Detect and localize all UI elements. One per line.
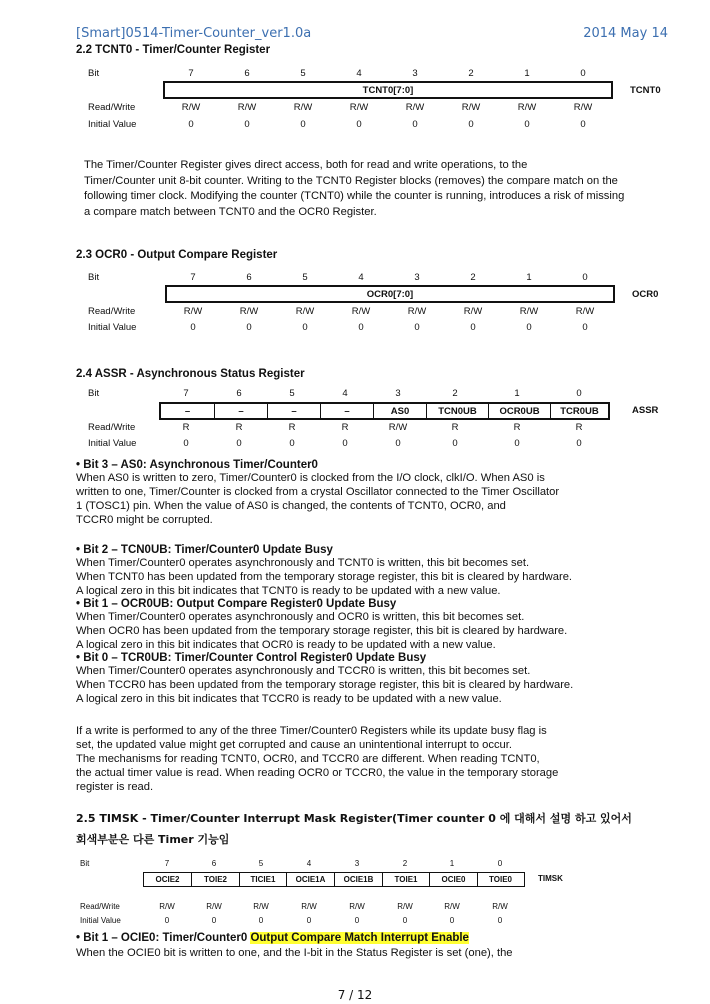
rw-cell: R/W: [517, 102, 537, 113]
bit-label: Bit: [80, 859, 90, 868]
rw-cell: R: [341, 422, 349, 433]
init-cell: 0: [354, 916, 360, 925]
bit-number: 1: [449, 859, 455, 868]
tcnt0-register-name: TCNT0: [630, 85, 661, 96]
document-date: 2014 May 14: [583, 26, 668, 41]
init-cell: 0: [470, 322, 476, 333]
init-cell: 0: [164, 916, 170, 925]
init-cell: 0: [524, 119, 530, 130]
init-cell: 0: [580, 119, 586, 130]
bit2-line: When Timer/Counter0 operates asynchronously and TCNT0 is written, this bit becomes set.: [76, 557, 530, 569]
initial-value-label: Initial Value: [88, 438, 137, 449]
bit-number: 3: [395, 388, 401, 399]
rw-cell: R/W: [573, 102, 593, 113]
init-cell: 0: [414, 322, 420, 333]
init-cell: 0: [395, 438, 401, 449]
rw-cell: R/W: [388, 422, 408, 433]
timsk-heading: 2.5 TIMSK - Timer/Counter Interrupt Mask Register(Timer counter 0 에 대해서 설명 하고 있어서: [76, 812, 632, 825]
init-cell: 0: [412, 119, 418, 130]
bit-number: 4: [356, 68, 362, 79]
rw-cell: R: [451, 422, 459, 433]
rw-cell: R/W: [237, 102, 257, 113]
rw-cell: R/W: [405, 102, 425, 113]
bit-number: 6: [244, 68, 250, 79]
bit-number: 2: [470, 272, 476, 283]
bit0-title: • Bit 0 – TCR0UB: Timer/Counter Control Register0 Update Busy: [76, 652, 427, 664]
bit3-section: [76, 459, 559, 527]
timsk-register-box: [143, 872, 525, 887]
init-cell: 0: [246, 322, 252, 333]
bit-number: 3: [354, 859, 360, 868]
bit-number: 1: [514, 388, 520, 399]
toie2-field: TOIE2: [191, 873, 239, 886]
init-cell: 0: [497, 916, 503, 925]
bit2-title: • Bit 2 – TCN0UB: Timer/Counter0 Update Busy: [76, 544, 333, 556]
bit3-line: TCCR0 might be corrupted.: [76, 514, 213, 526]
reserved-field: –: [214, 404, 267, 418]
init-cell: 0: [514, 438, 520, 449]
tcn0ub-field: TCN0UB: [426, 404, 488, 418]
init-cell: 0: [402, 916, 408, 925]
rw-cell: R/W: [206, 902, 222, 911]
assr-heading: 2.4 ASSR - Asynchronous Status Register: [76, 368, 305, 380]
bit-number: 4: [306, 859, 312, 868]
bit3-line: written to one, Timer/Counter is clocked from a crystal Oscillator connected to the Timer Oscillator: [76, 486, 560, 498]
rw-cell: R/W: [492, 902, 508, 911]
init-cell: 0: [236, 438, 242, 449]
document-title: [Smart]0514-Timer-Counter_ver1.0a: [76, 26, 312, 41]
bit-number: 0: [497, 859, 503, 868]
initial-value-label: Initial Value: [88, 119, 137, 130]
ocie0-title-text: • Bit 1 – OCIE0: Timer/Counter0: [76, 932, 251, 944]
ocr0-register-name: OCR0: [632, 289, 659, 300]
rw-cell: R/W: [293, 102, 313, 113]
bit-number: 5: [300, 68, 306, 79]
initial-value-label: Initial Value: [88, 322, 137, 333]
rw-cell: R/W: [295, 306, 315, 317]
bit-number: 5: [289, 388, 295, 399]
reserved-field: –: [267, 404, 320, 418]
rw-cell: R: [575, 422, 583, 433]
init-cell: 0: [183, 438, 189, 449]
note-line: The mechanisms for reading TCNT0, OCR0, and TCCR0 are different. When reading TCNT0,: [76, 753, 540, 765]
rw-cell: R: [235, 422, 243, 433]
rw-cell: R/W: [349, 902, 365, 911]
paragraph-line: The Timer/Counter Register gives direct access, both for read and write operations, to the: [84, 159, 528, 171]
bit1-title: • Bit 1 – OCR0UB: Output Compare Register0 Update Busy: [76, 598, 397, 610]
ocr0-register-box: [165, 285, 615, 303]
toie1-field: TOIE1: [382, 873, 429, 886]
paragraph-line: a compare match between TCNT0 and the OCR0 Register.: [84, 205, 377, 218]
bit3-line: When AS0 is written to zero, Timer/Counter0 is clocked from the I/O clock, clkI/O. When AS0 is: [76, 472, 545, 484]
toie0-field: TOIE0: [477, 873, 523, 886]
rw-cell: R: [513, 422, 521, 433]
paragraph-line: following timer clock. Modifying the counter (TCNT0) while the counter is running, introduces a risk of missing: [84, 190, 625, 203]
bit-number: 4: [358, 272, 364, 283]
note-line: set, the updated value might get corrupted and cause an unintentional interrupt to occur.: [76, 739, 512, 751]
ocr0-heading: 2.3 OCR0 - Output Compare Register: [76, 249, 278, 261]
bit-number: 6: [236, 388, 242, 399]
rw-cell: R: [288, 422, 296, 433]
bit0-line: When TCCR0 has been updated from the temporary storage register, this bit is cleared by hardware.: [76, 679, 574, 691]
note-line: If a write is performed to any of the three Timer/Counter0 Registers while its update busy flag is: [76, 725, 547, 737]
bit1-line: When Timer/Counter0 operates asynchronously and OCR0 is written, this bit becomes set.: [76, 611, 525, 623]
bit3-title: • Bit 3 – AS0: Asynchronous Timer/Counter0: [76, 459, 318, 471]
read-write-label: Read/Write: [88, 422, 136, 433]
bit0-line: A logical zero in this bit indicates that TCCR0 is ready to be updated with a new value.: [76, 693, 502, 705]
read-write-label: Read/Write: [88, 102, 136, 113]
bit-number: 6: [246, 272, 252, 283]
rw-cell: R/W: [407, 306, 427, 317]
page-number: 7 / 12: [337, 988, 373, 1002]
highlighted-text: Output Compare Match Interrupt Enable: [250, 932, 469, 944]
bit-number: 0: [580, 68, 586, 79]
bit2-line: When TCNT0 has been updated from the temporary storage register, this bit is cleared by hardware.: [76, 571, 573, 583]
reserved-field: –: [320, 404, 373, 418]
bit-number: 5: [302, 272, 308, 283]
init-cell: 0: [300, 119, 306, 130]
init-cell: 0: [302, 322, 308, 333]
bit2-line: A logical zero in this bit indicates that TCNT0 is ready to be updated with a new value.: [76, 585, 501, 597]
rw-cell: R: [182, 422, 190, 433]
bit3-line: 1 (TOSC1) pin. When the value of AS0 is changed, the contents of TCNT0, OCR0, and: [76, 500, 506, 512]
init-cell: 0: [258, 916, 264, 925]
init-cell: 0: [358, 322, 364, 333]
init-cell: 0: [449, 916, 455, 925]
rw-cell: R/W: [575, 306, 595, 317]
rw-cell: R/W: [349, 102, 369, 113]
init-cell: 0: [342, 438, 348, 449]
bit1-line: A logical zero in this bit indicates that OCR0 is ready to be updated with a new value.: [76, 639, 496, 651]
rw-cell: R/W: [444, 902, 460, 911]
rw-cell: R/W: [183, 306, 203, 317]
reserved-field: –: [184, 405, 191, 417]
rw-cell: R/W: [351, 306, 371, 317]
init-cell: 0: [211, 916, 217, 925]
init-cell: 0: [244, 119, 250, 130]
init-cell: 0: [188, 119, 194, 130]
note-line: the actual timer value is read. When reading OCR0 or TCCR0, the value in the temporary storage: [76, 767, 559, 779]
bit-number: 3: [412, 68, 418, 79]
bit-number: 2: [452, 388, 458, 399]
tcnt0-field: TCNT0[7:0]: [362, 84, 414, 96]
bit1-line: When OCR0 has been updated from the temporary storage register, this bit is cleared by hardware.: [76, 625, 568, 637]
timsk-register-name: TIMSK: [538, 874, 563, 883]
read-write-label: Read/Write: [80, 902, 120, 911]
rw-cell: R/W: [253, 902, 269, 911]
ocie2-field: OCIE2: [155, 875, 180, 884]
bit-number: 0: [576, 388, 582, 399]
bit-label: Bit: [88, 388, 100, 399]
bit-number: 7: [190, 272, 196, 283]
ocie0-field: OCIE0: [429, 873, 477, 886]
tcnt0-heading: 2.2 TCNT0 - Timer/Counter Register: [76, 44, 271, 56]
rw-cell: R/W: [239, 306, 259, 317]
init-cell: 0: [306, 916, 312, 925]
init-cell: 0: [582, 322, 588, 333]
ocie1a-field: OCIE1A: [286, 873, 334, 886]
bit-number: 5: [258, 859, 264, 868]
rw-cell: R/W: [461, 102, 481, 113]
rw-cell: R/W: [463, 306, 483, 317]
assr-register-box: [159, 402, 610, 420]
bit-number: 0: [582, 272, 588, 283]
bit2-section: [76, 544, 573, 706]
bit-number: 2: [402, 859, 408, 868]
rw-cell: R/W: [181, 102, 201, 113]
timsk-heading-continued: 회색부분은 다른 Timer 기능임: [76, 833, 230, 846]
ocie0-title: [76, 932, 469, 944]
rw-cell: R/W: [397, 902, 413, 911]
read-write-label: Read/Write: [88, 306, 136, 317]
bit0-line: When Timer/Counter0 operates asynchronously and TCCR0 is written, this bit becomes set.: [76, 665, 531, 677]
tcnt0-description: [84, 158, 624, 220]
ocr0ub-field: OCR0UB: [488, 404, 550, 418]
init-cell: 0: [289, 438, 295, 449]
ticie1-field: TICIE1: [239, 873, 286, 886]
bit-label: Bit: [88, 68, 100, 79]
bit-number: 1: [524, 68, 530, 79]
rw-cell: R/W: [301, 902, 317, 911]
rw-cell: R/W: [159, 902, 175, 911]
bit-number: 1: [526, 272, 532, 283]
init-cell: 0: [468, 119, 474, 130]
init-cell: 0: [526, 322, 532, 333]
tcr0ub-field: TCR0UB: [550, 404, 608, 418]
bit-number: 7: [188, 68, 194, 79]
init-cell: 0: [356, 119, 362, 130]
bit-number: 6: [211, 859, 217, 868]
bit-number: 4: [342, 388, 348, 399]
bit-number: 2: [468, 68, 474, 79]
assr-register-name: ASSR: [632, 405, 659, 416]
init-cell: 0: [576, 438, 582, 449]
initial-value-label: Initial Value: [80, 916, 121, 925]
init-cell: 0: [190, 322, 196, 333]
bit-number: 3: [414, 272, 420, 283]
ocr0-field: OCR0[7:0]: [366, 288, 414, 300]
rw-cell: R/W: [519, 306, 539, 317]
bit-label: Bit: [88, 272, 100, 283]
ocie1b-field: OCIE1B: [334, 873, 382, 886]
ocie0-line: When the OCIE0 bit is written to one, and the I-bit in the Status Register is set (one), the: [76, 947, 513, 959]
bit-number: 7: [164, 859, 170, 868]
as0-field: AS0: [373, 404, 426, 418]
paragraph-line: Timer/Counter unit 8-bit counter. Writing to the TCNT0 Register blocks (removes) the compare match on the: [84, 174, 618, 187]
tcnt0-register-box: [163, 81, 613, 99]
bit-number: 7: [183, 388, 189, 399]
update-note: [76, 724, 558, 794]
init-cell: 0: [452, 438, 458, 449]
note-line: register is read.: [76, 781, 154, 793]
